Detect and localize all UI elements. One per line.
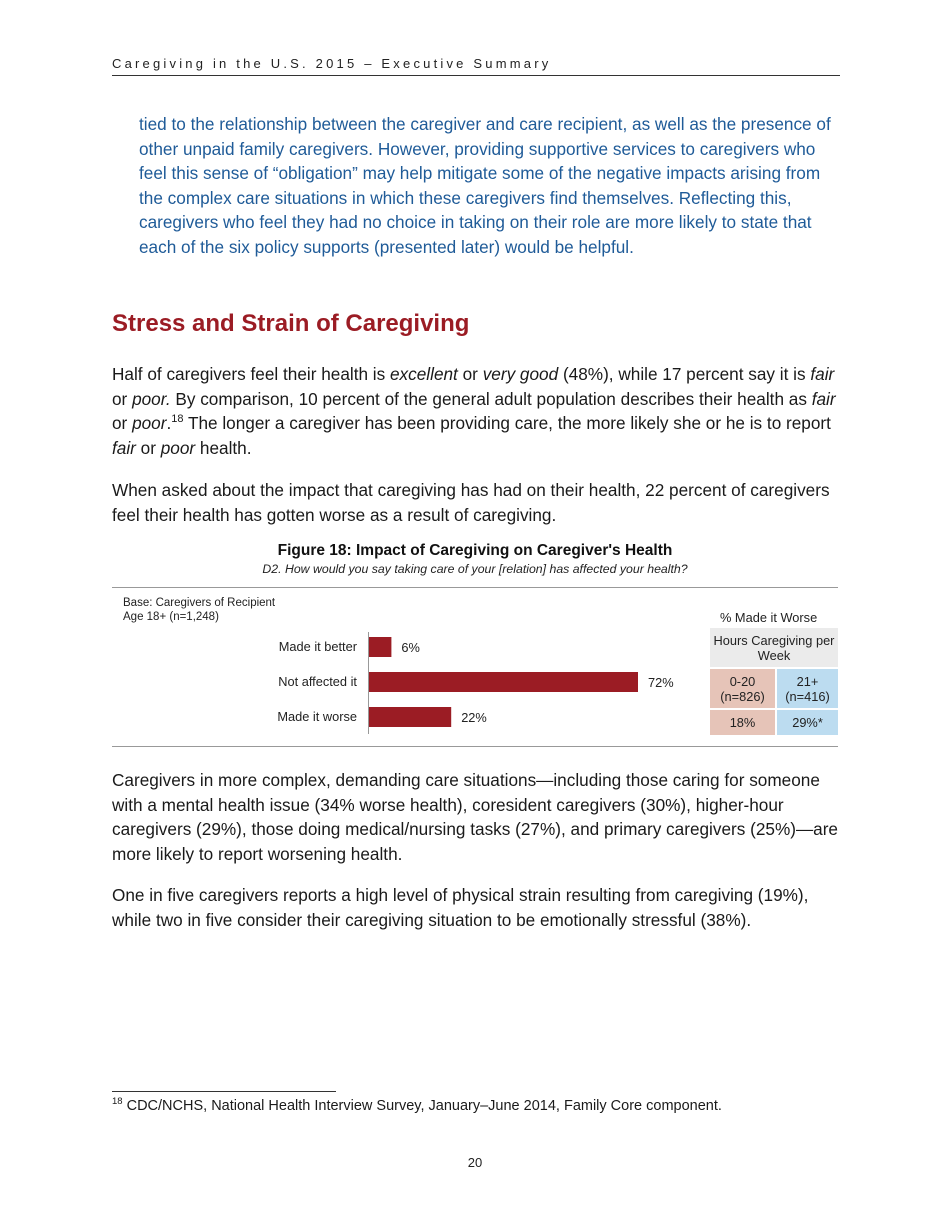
text: or	[135, 437, 161, 458]
emphasis: fair	[811, 388, 836, 409]
value-label: 6%	[401, 640, 420, 655]
col-21plus-label: 21+ (n=416)	[777, 669, 838, 708]
emphasis: poor	[160, 437, 196, 458]
text: The longer a caregiver has been providing care, the more likely she or he is to report	[183, 413, 831, 434]
footnote-rule	[112, 1091, 336, 1092]
side-table-header	[710, 628, 838, 667]
figure-question: D2. How would you say taking care of your [relation] has affected your health?	[262, 562, 688, 576]
footnote-text: CDC/NCHS, National Health Interview Survey, January–June 2014, Family Core component.	[122, 1098, 722, 1114]
bar-made-it-better	[369, 637, 391, 657]
footnote	[112, 1098, 722, 1114]
value-label: 72%	[648, 675, 674, 690]
emphasis: excellent	[390, 364, 458, 384]
category-label: Made it worse	[277, 709, 357, 724]
base-line-1: Base: Caregivers of Recipient	[123, 597, 276, 609]
col-0-20-value: 18%	[710, 710, 775, 735]
col-0-20-label: 0-20 (n=826)	[710, 669, 775, 708]
figure-bottom-rule	[112, 746, 838, 747]
page-number: 20	[467, 1155, 483, 1170]
category-label: Not affected it	[278, 674, 357, 689]
emphasis: fair	[112, 437, 136, 458]
header-text: Hours Caregiving per Week	[713, 632, 835, 663]
base-line-2: Age 18+ (n=1,248)	[123, 611, 219, 623]
emphasis: fair	[810, 364, 835, 384]
text: (48%), while 17 percent say it is	[558, 364, 811, 384]
text: or	[112, 388, 133, 409]
bar-not-affected-it	[369, 672, 638, 692]
category-label: Made it better	[278, 639, 357, 654]
value-label: 22%	[461, 710, 487, 725]
figure-title: Figure 18: Impact of Caregiving on Caregiver's Health	[277, 542, 673, 559]
text: or	[457, 364, 483, 384]
section-heading: Stress and Strain of Caregiving	[112, 310, 470, 337]
text: By comparison, 10 percent of the general adult population describes their health as	[170, 388, 812, 409]
footnote-number: 18	[112, 1096, 123, 1107]
running-header: Caregiving in the U.S. 2015 – Executive Summary	[112, 56, 552, 71]
paragraph-complex-situations: Caregivers in more complex, demanding care situations—including those caring for someone with a mental health issue (34% worse health), coresident caregivers (30%), higher-hour caregivers (29%), those doing medical/nursing tasks (27%), and primary caregivers (25%)—are more likely to report worsening health.	[112, 770, 838, 864]
text: or	[112, 413, 133, 434]
intro-paragraph: tied to the relationship between the caregiver and care recipient, as well as the presence of other unpaid family caregivers. However, providing supportive services to caregivers who feel this sense of “obligation” may help mitigate some of the negative impacts arising from the complex care situations in which these caregivers find themselves. Reflecting this, caregivers who feel they had no choice in taking on their role are more likely to state that each of the six policy supports (presented later) would be helpful.	[139, 114, 831, 257]
paragraph-health-worse: When asked about the impact that caregiving has had on their health, 22 percent of caregivers feel their health has gotten worse as a result of caregiving.	[112, 480, 830, 525]
footnote-reference[interactable]: 18	[171, 413, 184, 426]
text: health.	[195, 437, 252, 458]
text: .	[166, 413, 172, 434]
text: Half of caregivers feel their health is	[112, 364, 390, 384]
bar-made-it-worse	[369, 707, 451, 727]
emphasis: poor.	[132, 388, 171, 409]
col-21plus-value: 29%*	[777, 710, 838, 735]
emphasis: poor	[132, 413, 167, 434]
emphasis: very good	[482, 364, 559, 384]
paragraph-strain: One in five caregivers reports a high level of physical strain resulting from caregiving (19%), while two in five consider their caregiving situation to be emotionally stressful (38%).	[112, 885, 809, 930]
side-table-title: % Made it Worse	[720, 610, 818, 625]
